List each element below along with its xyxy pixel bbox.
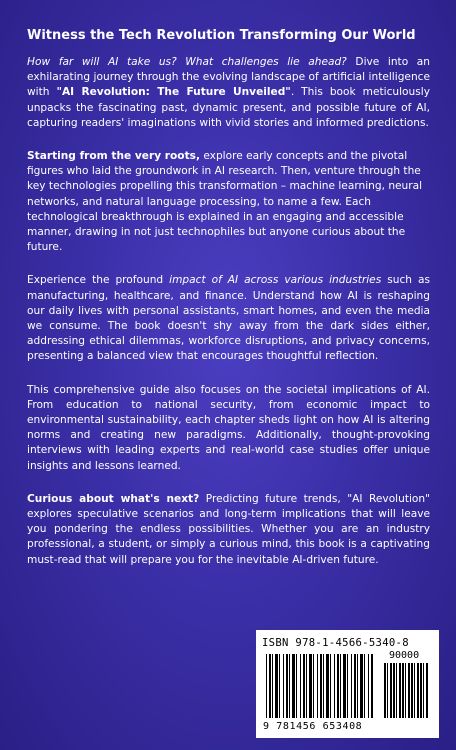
ean-barcode-bars [266,654,374,718]
paragraph-societal [27,383,430,474]
roots-lead: Starting from the very roots, [27,150,200,163]
industries-text-a: Experience the profound [27,274,170,287]
future-lead: Curious about what's next? [27,492,200,505]
isbn-label: ISBN 978-1-4566-5340-8 [262,637,409,649]
paragraph-future [27,492,430,568]
roots-text: explore early concepts and the pivotal figures who laid the groundwork in AI research. Then, venture through the key technologies propelling this transformation – machine learning, neural networks, and natural language processing, to name a few. Each technological breakthrough is explained in an engaging and accessible manner, drawing in not just technophiles but anyone curious about the future. [27,150,423,254]
intro-text-b: . This book meticulously unpacks the fascinating past, dynamic present, and possible future of AI, capturing readers' imaginations with vivid stories and informed predictions. [27,86,430,129]
intro-question: How far will AI take us? What challenges lie ahead? [27,56,347,68]
back-cover-text [27,28,430,586]
price-addon-number: 90000 [389,650,420,661]
heading: Witness the Tech Revolution Transforming Our World [27,28,416,43]
future-text: Predicting future trends, "AI Revolution" explores speculative scenarios and long-term implications that will leave you pondering the endless possibilities. Whether you are an industry professional, a student, or simply a curious mind, this book is a captivating must-read that will prepare you for the inevitable AI-driven future. [27,492,431,566]
intro-text-a: Dive into an exhilarating journey through the evolving landscape of artificial intelligence with [27,56,430,99]
paragraph-roots [27,149,430,255]
societal-text: This comprehensive guide also focuses on the societal implications of AI. From education to national security, from economic impact to environmental sustainability, each chapter sheds light on how AI is altering norms and creating new paradigms. Additionally, thought-provoking interviews with leading experts and real-world case studies offer unique insights and lessons learned. [27,383,430,472]
industries-text-b: such as manufacturing, healthcare, and finance. Understand how AI is reshaping our daily lives with personal assistants, smart homes, and even the media we consume. The book doesn't shy away from the dark sides either, addressing ethical dilemmas, workforce disruptions, and privacy concerns, presenting a balanced view that encourages thoughtful reflection. [27,274,430,363]
addon-barcode-bars [384,663,428,718]
barcode [256,630,439,738]
book-title: "AI Revolution: The Future Unveiled" [56,86,291,99]
industries-emphasis: impact of AI across various industries [169,274,382,287]
paragraph-intro [27,55,430,131]
ean-digits: 9 781456 653408 [263,721,363,732]
paragraph-industries [27,273,430,364]
